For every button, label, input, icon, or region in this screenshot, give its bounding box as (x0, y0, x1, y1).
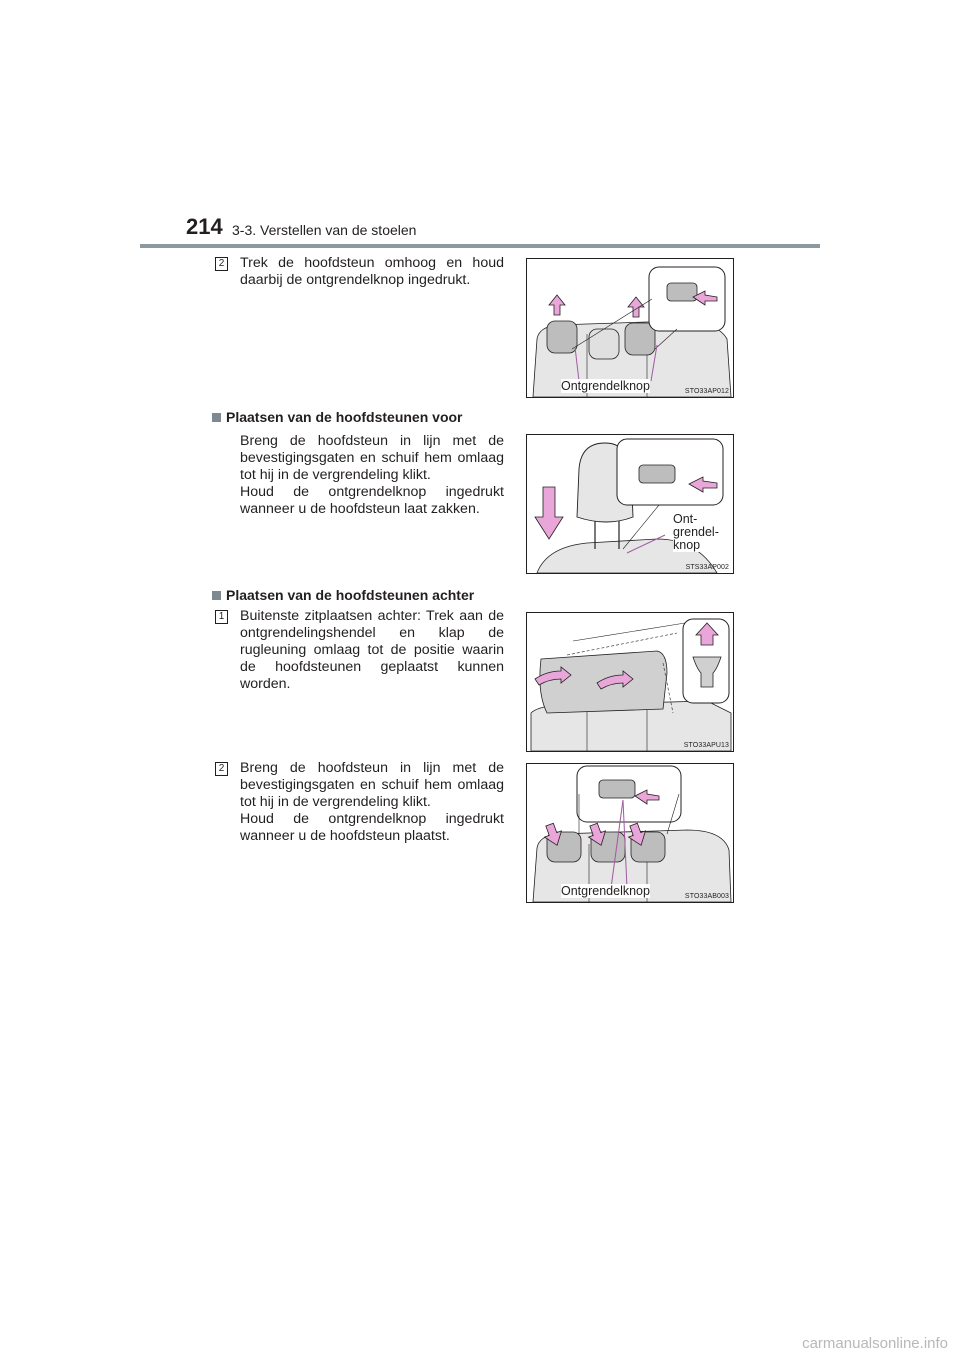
heading-square-icon (212, 413, 221, 422)
page-number: 214 (186, 214, 223, 239)
figure-rear-fold (526, 612, 734, 752)
figure-rear-insert (526, 763, 734, 903)
figure-code: STO33AB003 (684, 893, 729, 900)
step-number-box: 1 (215, 610, 228, 624)
watermark: carmanualsonline.info (802, 1335, 948, 1352)
rear-heading: Plaatsen van de hoofdsteunen achter (212, 587, 474, 603)
figure-front-insert (526, 434, 734, 574)
step-number-box: 2 (215, 257, 228, 271)
section-title: 3-3. Verstellen van de stoelen (232, 222, 417, 238)
step-number-box: 2 (215, 762, 228, 776)
figure-release-pull-up (526, 258, 734, 398)
figure-label: Ontgrendelknop (561, 884, 650, 898)
step-text: Trek de hoofdsteun omhoog en houd daarbij de ontgrendelknop ingedrukt. (240, 255, 504, 288)
figure-code: STO33AP012 (684, 388, 729, 395)
figure-label: Ont- grendel- knop (673, 512, 719, 552)
rear-step1-text: Buitenste zitplaatsen achter: Trek aan de ontgrendelingshendel en klap de rugleuning omlaag tot de positie waarin de hoofdsteunen geplaatst kunnen worden. (240, 608, 504, 692)
rear-step2-text: Breng de hoofdsteun in lijn met de bevestigingsgaten en schuif hem omlaag tot hij in de vergrendeling klikt. Houd de ontgrendelknop ingedrukt wanneer u de hoofdsteun plaatst. (240, 760, 504, 844)
front-text: Breng de hoofdsteun in lijn met de bevestigingsgaten en schuif hem omlaag tot hij in de vergrendeling klikt. Houd de ontgrendelknop ingedrukt wanneer u de hoofdsteun laat zakken. (240, 433, 504, 517)
figure-label: Ontgrendelknop (561, 379, 650, 393)
figure-code: STO33APU13 (683, 742, 729, 749)
header-rule (140, 244, 820, 248)
heading-square-icon (212, 591, 221, 600)
front-heading: Plaatsen van de hoofdsteunen voor (212, 409, 463, 425)
figure-code: STS33AP002 (685, 564, 729, 571)
